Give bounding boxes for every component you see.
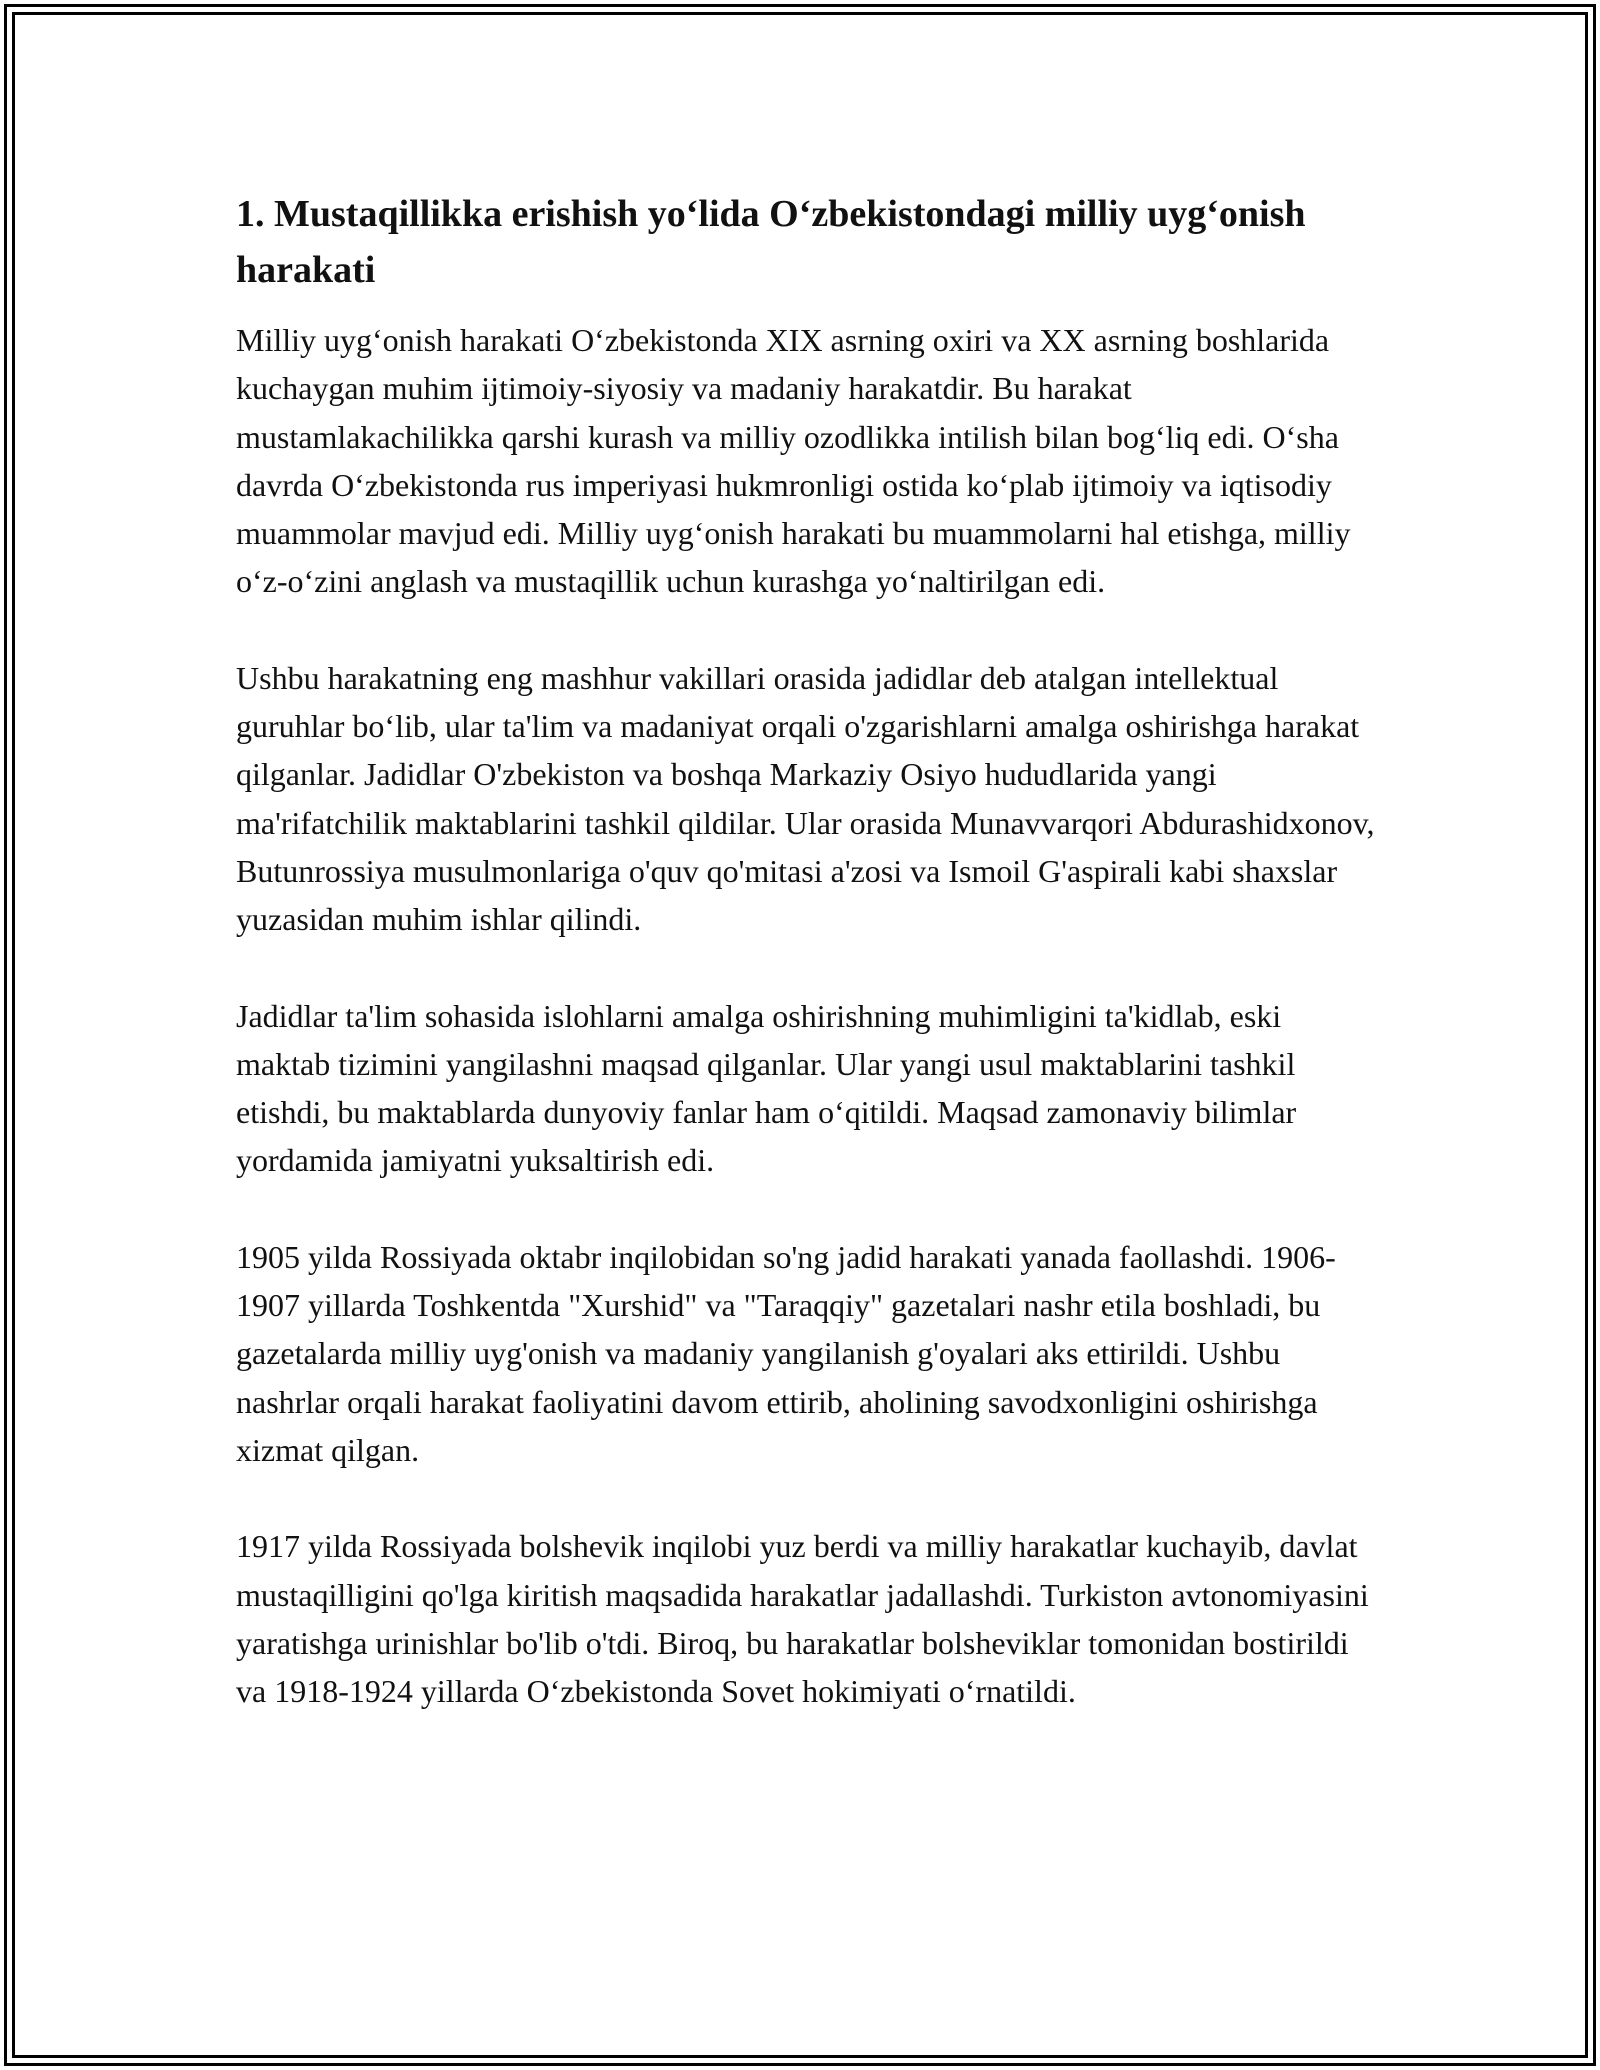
document-body	[236, 186, 1376, 1763]
section-heading: 1. Mustaqillikka erishish yo‘lida O‘zbekistondagi milliy uyg‘onish harakati	[236, 193, 1306, 291]
paragraph-newspapers: 1905 yilda Rossiyada oktabr inqilobidan so'ng jadid harakati yanada faollashdi. 1906-1907 yillarda Toshkentda "Xurshid" va "Taraqqiy" gazetalari nashr etila boshladi, bu gazetalarda milliy uyg'onish va madaniy yangilanish g'oyalari aks ettirildi. Ushbu nashrlar orqali harakat faoliyatini davom ettirib, aholining savodxonligini oshirishga xizmat qilgan.	[236, 1238, 1336, 1468]
paragraph-national-awakening: Milliy uyg‘onish harakati O‘zbekistonda XIX asrning oxiri va XX asrning boshlarida kuchaygan muhim ijtimoiy-siyosiy va madaniy harakatdir. Bu harakat mustamlakachilikka qarshi kurash va milliy ozodlikka intilish bilan bog‘liq edi. O‘sha davrda O‘zbekistonda rus imperiyasi hukmronligi ostida ko‘plab ijtimoiy va iqtisodiy muammolar mavjud edi. Milliy uyg‘onish harakati bu muammolarni hal etishga, milliy o‘z-o‘zini anglash va mustaqillik uchun kurashga yo‘naltirilgan edi.	[236, 322, 1351, 600]
paragraph-education-reform: Jadidlar ta'lim sohasida islohlarni amalga oshirishning muhimligini ta'kidlab, eski maktab tizimini yangilashni maqsad qilganlar. Ular yangi usul maktablarini tashkil etishdi, bu maktablarda dunyoviy fanlar ham o‘qitildi. Maqsad zamonaviy bilimlar yordamida jamiyatni yuksaltirish edi.	[236, 997, 1297, 1179]
paragraph-jadid-representatives: Ushbu harakatning eng mashhur vakillari orasida jadidlar deb atalgan intellektual guruhlar bo‘lib, ular ta'lim va madaniyat orqali o'zgarishlarni amalga oshirishga harakat qilganlar. Jadidlar O'zbekiston va boshqa Markaziy Osiyo hududlarida yangi ma'rifatchilik maktablarini tashkil qildilar. Ular orasida Munavvarqori Abdurashidxonov, Butunrossiya musulmonlariga o'quv qo'mitasi a'zosi va Ismoil G'aspirali kabi shaxslar yuzasidan muhim ishlar qilindi.	[236, 659, 1375, 938]
paragraph-soviet-power: 1917 yilda Rossiyada bolshevik inqilobi yuz berdi va milliy harakatlar kuchayib, davlat mustaqilligini qo'lga kiritish maqsadida harakatlar jadallashdi. Turkiston avtonomiyasini yaratishga urinishlar bo'lib o'tdi. Biroq, bu harakatlar bolsheviklar tomonidan bostirildi va 1918-1924 yillarda O‘zbekistonda Sovet hokimiyati o‘rnatildi.	[236, 1528, 1369, 1710]
